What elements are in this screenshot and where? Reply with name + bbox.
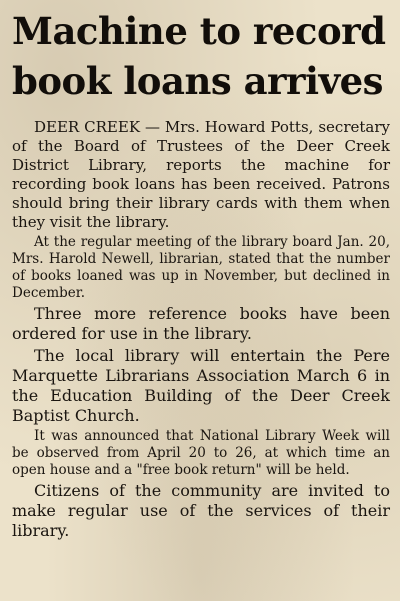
article-paragraph-1: DEER CREEK — Mrs. Howard Potts, secretary of the Board of Trustees of the Deer Creek District Library, reports the machine for recording book loans has been received. Patrons should bring their library cards with them when they visit the library. <box>12 118 390 231</box>
headline <box>12 6 390 106</box>
headline-line-1: Machine to record <box>12 9 386 53</box>
article-paragraph-4: The local library will entertain the Pere Marquette Librarians Association March 6 in the Education Building of the Deer Creek Baptist Church. <box>12 346 390 425</box>
article-paragraph-6: Citizens of the community are invited to make regular use of the services of their library. <box>12 481 390 540</box>
article-paragraph-3: Three more reference books have been ordered for use in the library. <box>12 304 390 343</box>
article-paragraph-5: It was announced that National Library Week will be observed from April 20 to 26, at which time an open house and a "free book return" will be held. <box>12 428 390 478</box>
article-paragraph-2: At the regular meeting of the library board Jan. 20, Mrs. Harold Newell, librarian, stated that the number of books loaned was up in November, but declined in December. <box>12 234 390 301</box>
headline-line-2: book loans arrives <box>12 59 383 103</box>
